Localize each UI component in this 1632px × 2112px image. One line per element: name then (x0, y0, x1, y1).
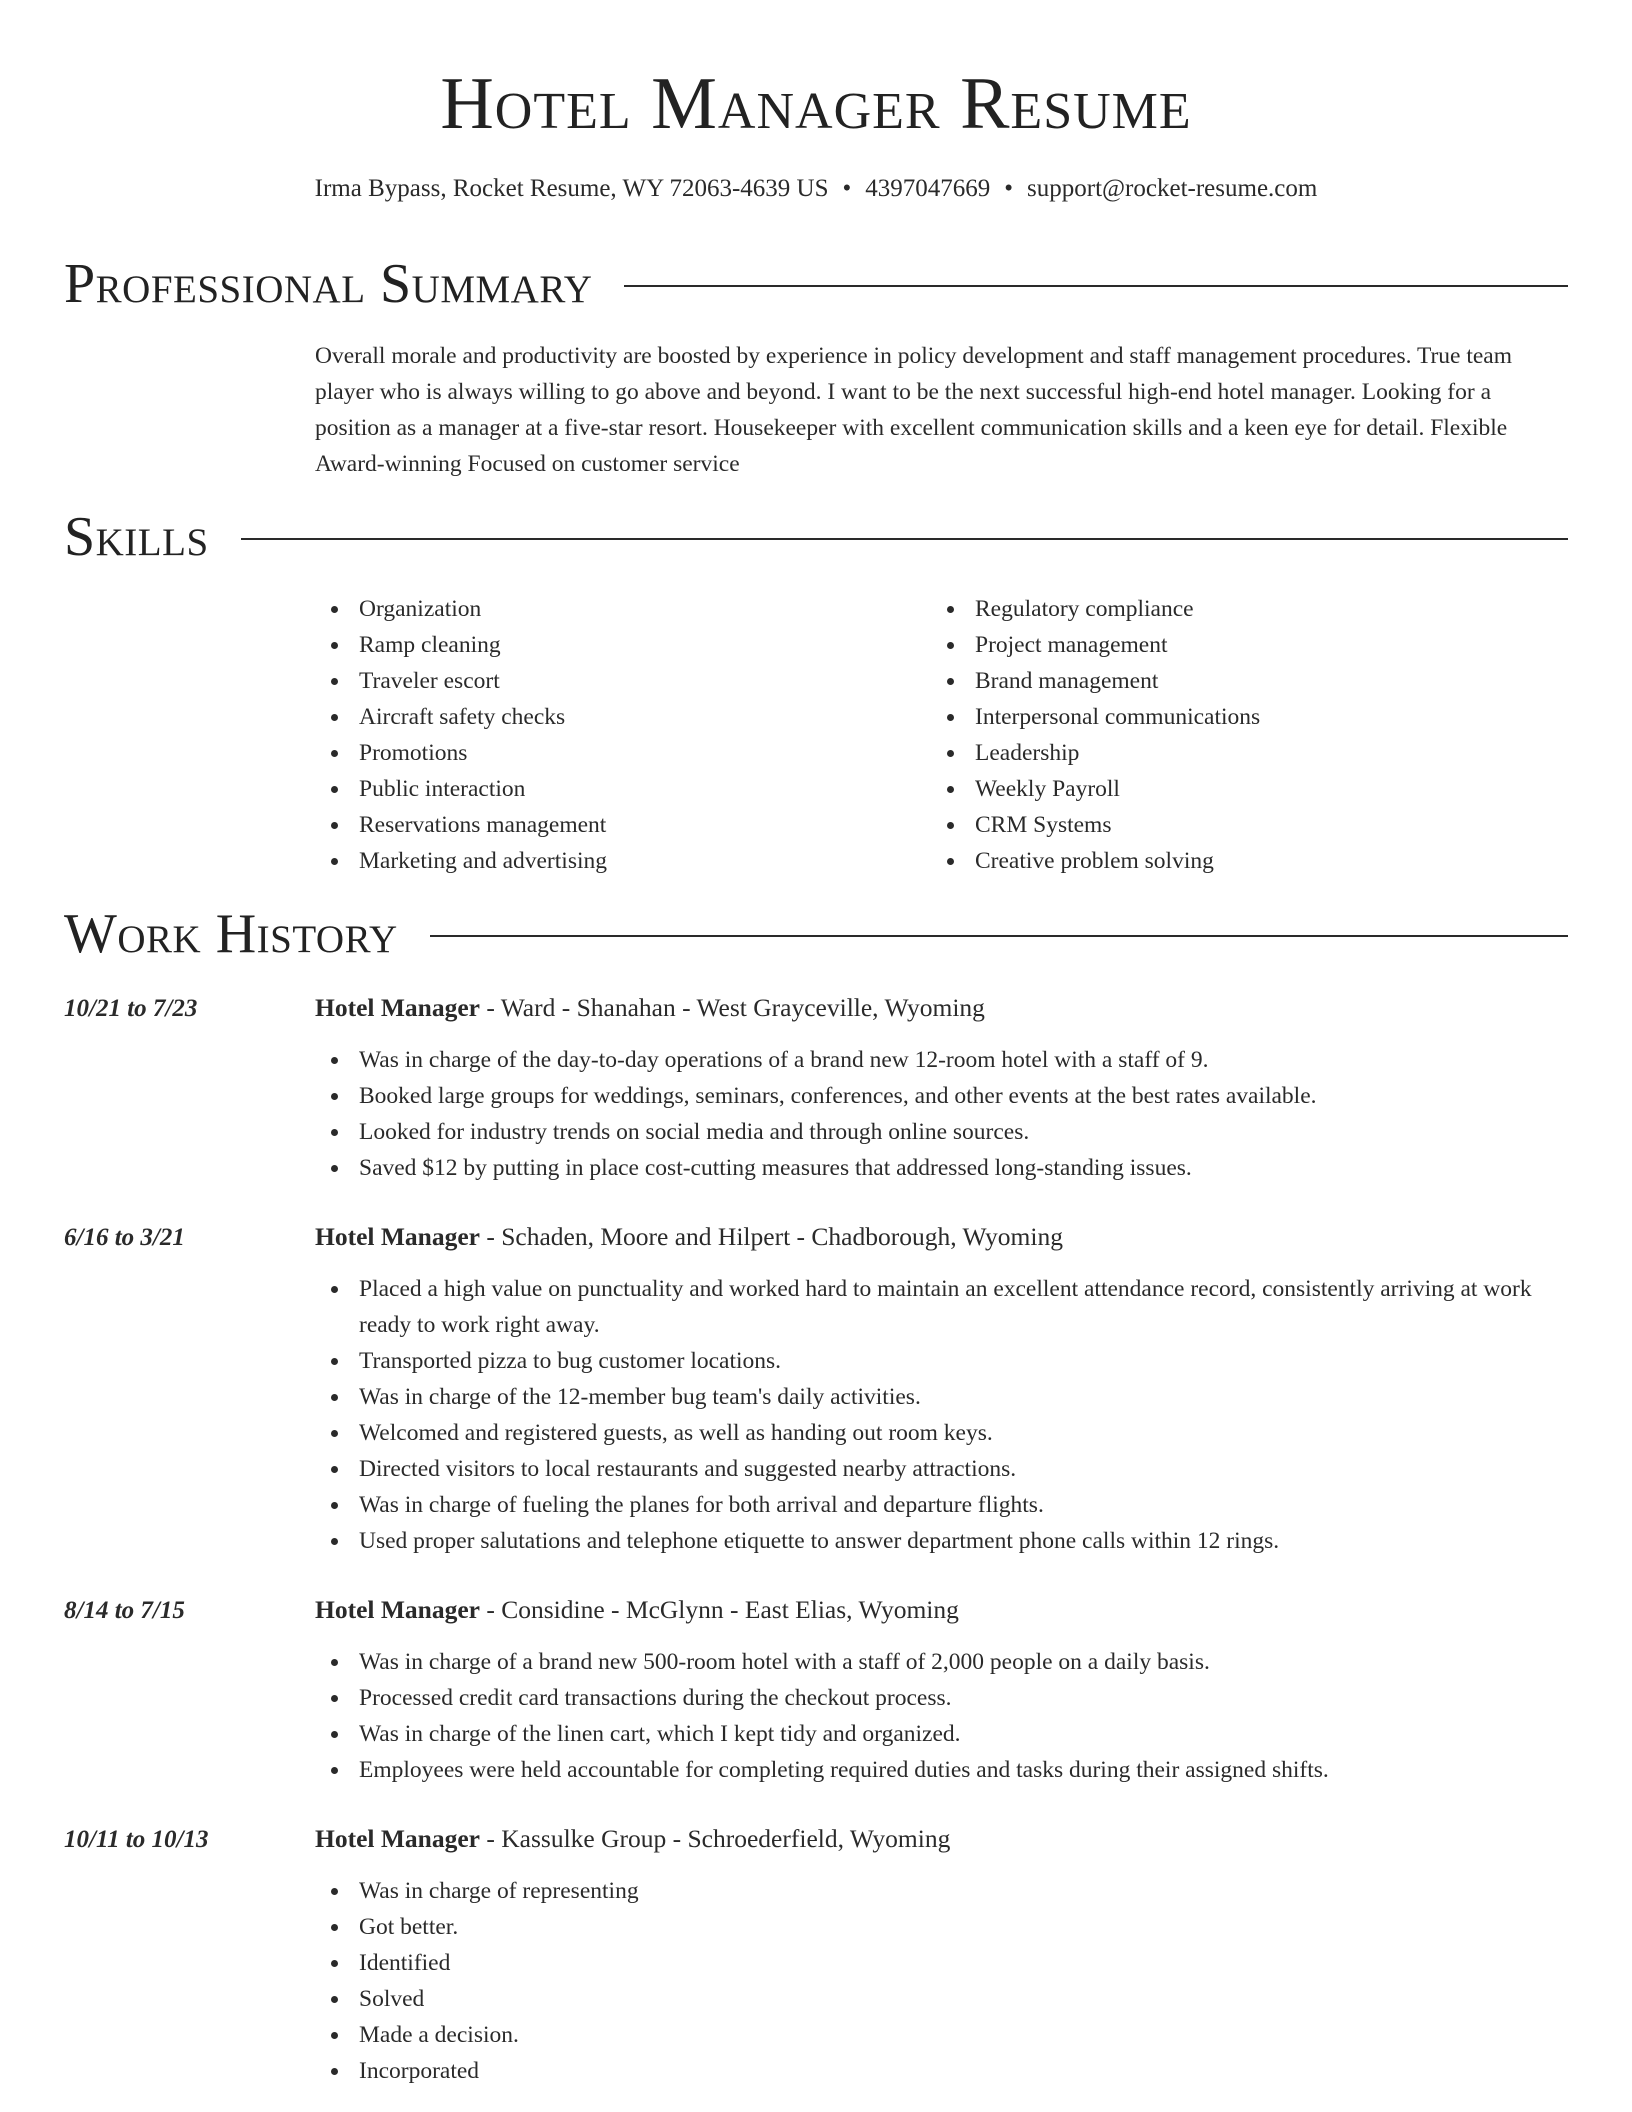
job-bullet: Was in charge of representing (315, 1873, 1568, 1909)
job-role: Hotel Manager (315, 1595, 480, 1624)
job-dates: 10/21 to 7/23 (64, 995, 198, 1022)
job-bullet: Made a decision. (315, 2017, 1568, 2053)
job-bullet: Saved $12 by putting in place cost-cutting measures that addressed long-standing issues. (315, 1150, 1568, 1186)
job-bullets (315, 1873, 1568, 2089)
job-bullet: Got better. (315, 1909, 1568, 1945)
job-title (315, 1592, 959, 1628)
job-title (315, 1219, 1063, 1255)
job-dates: 10/11 to 10/13 (64, 1826, 209, 1853)
skill-item: Project management (931, 627, 1547, 663)
job-bullets (315, 1042, 1568, 1186)
job-bullet: Identified (315, 1945, 1568, 1981)
skill-item: Reservations management (315, 807, 931, 843)
work-history-list (64, 990, 1568, 2112)
job-bullets (315, 1644, 1568, 1788)
job-entry (64, 1821, 1568, 2089)
contact-address: Irma Bypass, Rocket Resume, WY 72063-4639 US (314, 175, 829, 202)
contact-separator: • (842, 175, 852, 202)
job-bullet: Incorporated (315, 2053, 1568, 2089)
job-entry (64, 990, 1568, 1186)
skill-item: Leadership (931, 735, 1547, 771)
job-bullet: Was in charge of the linen cart, which I kept tidy and organized. (315, 1716, 1568, 1752)
job-bullet: Solved (315, 1981, 1568, 2017)
job-header (64, 990, 1568, 1026)
job-bullet: Was in charge of the 12-member bug team's daily activities. (315, 1379, 1568, 1415)
skill-item: Interpersonal communications (931, 699, 1547, 735)
job-bullet: Transported pizza to bug customer locations. (315, 1343, 1568, 1379)
job-bullet: Placed a high value on punctuality and worked hard to maintain an excellent attendance record, consistently arriving at work ready to work right away. (315, 1271, 1568, 1343)
skill-item: Traveler escort (315, 663, 931, 699)
skills-section-header (64, 505, 1568, 569)
section-divider (624, 285, 1568, 287)
skill-item: Organization (315, 591, 931, 627)
summary-text: Overall morale and productivity are boosted by experience in policy development and staff management procedures. True team player who is always willing to go above and beyond. I want to be the next successful high-end hotel manager. Looking for a position as a manager at a five-star resort. Housekeeper with excellent communication skills and a keen eye for detail. Flexible Award-winning Focused on customer service (315, 343, 1513, 477)
contact-separator: • (1004, 175, 1014, 202)
skill-item: Brand management (931, 663, 1547, 699)
skill-item: Regulatory compliance (931, 591, 1547, 627)
job-dates: 6/16 to 3/21 (64, 1224, 185, 1251)
job-bullet: Booked large groups for weddings, seminars, conferences, and other events at the best rates available. (315, 1078, 1568, 1114)
skill-item: Ramp cleaning (315, 627, 931, 663)
skills-column-left (315, 591, 931, 879)
skill-item: Weekly Payroll (931, 771, 1547, 807)
job-employer-location: - Ward - Shanahan - West Grayceville, Wyoming (480, 993, 985, 1022)
job-entry (64, 1219, 1568, 1559)
job-bullets (315, 1271, 1568, 1559)
contact-email: support@rocket-resume.com (1027, 175, 1318, 202)
skill-item: Creative problem solving (931, 843, 1547, 879)
job-bullet: Directed visitors to local restaurants and suggested nearby attractions. (315, 1451, 1568, 1487)
job-bullet: Was in charge of fueling the planes for both arrival and departure flights. (315, 1487, 1568, 1523)
skills-list (315, 591, 1568, 879)
job-dates: 8/14 to 7/15 (64, 1597, 185, 1624)
job-bullet: Was in charge of a brand new 500-room hotel with a staff of 2,000 people on a daily basis. (315, 1644, 1568, 1680)
job-title (315, 990, 985, 1026)
job-entry (64, 1592, 1568, 1788)
job-bullet: Used proper salutations and telephone etiquette to answer department phone calls within 12 rings. (315, 1523, 1568, 1559)
job-bullet: Looked for industry trends on social media and through online sources. (315, 1114, 1568, 1150)
job-employer-location: - Schaden, Moore and Hilpert - Chadborough, Wyoming (480, 1222, 1063, 1251)
section-divider (241, 538, 1568, 540)
resume-title: Hotel Manager Resume (440, 63, 1192, 145)
job-role: Hotel Manager (315, 1222, 480, 1251)
job-header (64, 1592, 1568, 1628)
contact-phone: 4397047669 (865, 175, 991, 202)
work-heading: Work History (64, 903, 398, 965)
job-role: Hotel Manager (315, 993, 480, 1022)
skill-item: Aircraft safety checks (315, 699, 931, 735)
job-header (64, 1219, 1568, 1255)
skill-item: Promotions (315, 735, 931, 771)
job-bullet: Was in charge of the day-to-day operations of a brand new 12-room hotel with a staff of 9. (315, 1042, 1568, 1078)
work-section-header (64, 902, 1568, 966)
skill-item: Marketing and advertising (315, 843, 931, 879)
skill-item: CRM Systems (931, 807, 1547, 843)
skill-item: Public interaction (315, 771, 931, 807)
job-role: Hotel Manager (315, 1824, 480, 1853)
summary-heading: Professional Summary (64, 253, 593, 315)
job-bullet: Processed credit card transactions during the checkout process. (315, 1680, 1568, 1716)
job-bullet: Welcomed and registered guests, as well as handing out room keys. (315, 1415, 1568, 1451)
skills-column-right (931, 591, 1547, 879)
skills-heading: Skills (64, 506, 209, 568)
job-bullet: Employees were held accountable for completing required duties and tasks during their assigned shifts. (315, 1752, 1568, 1788)
job-employer-location: - Considine - McGlynn - East Elias, Wyoming (480, 1595, 959, 1624)
job-employer-location: - Kassulke Group - Schroederfield, Wyoming (480, 1824, 951, 1853)
job-title (315, 1821, 950, 1857)
section-divider (430, 935, 1568, 937)
job-header (64, 1821, 1568, 1857)
contact-line (64, 172, 1568, 206)
summary-section-header (64, 252, 1568, 316)
